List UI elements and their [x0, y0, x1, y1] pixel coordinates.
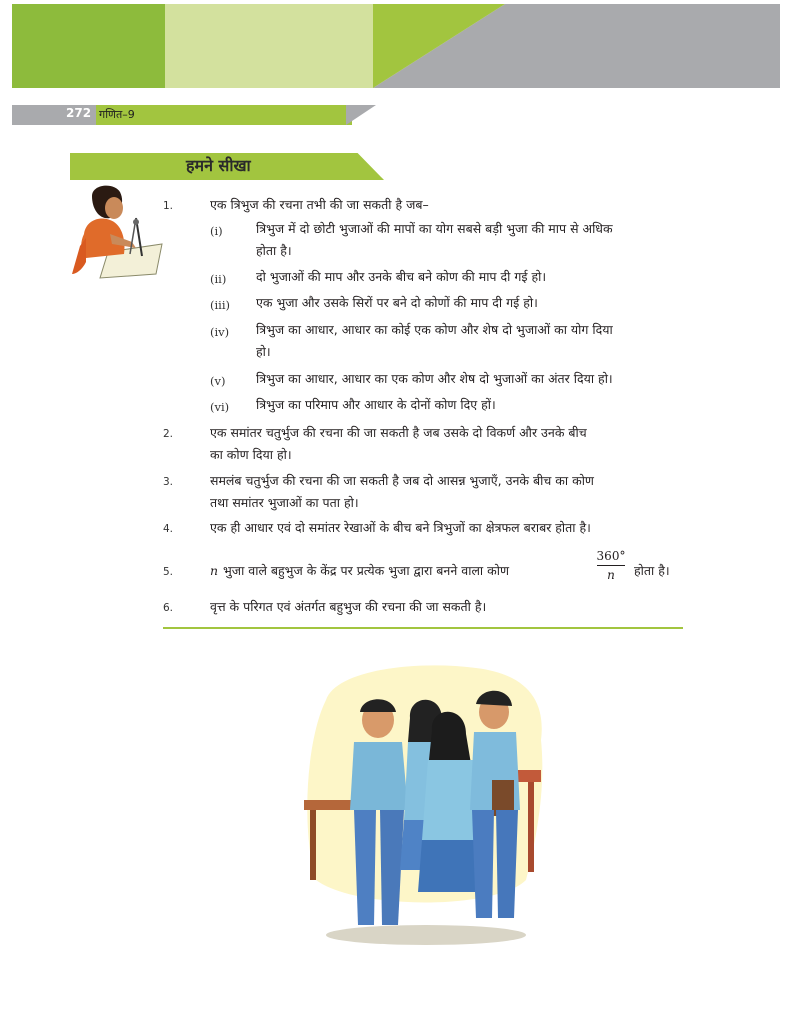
- banner-green-triangle: [373, 4, 505, 88]
- item-text: समलंब चतुर्भुज की रचना की जा सकती है जब दो आसन्न भुजाएँ, उनके बीच का कोण: [210, 473, 594, 488]
- variable-n: n: [210, 563, 219, 578]
- item-text-cont: तथा समांतर भुजाओं का पता हो।: [210, 495, 359, 510]
- subitem-label: (iii): [210, 298, 231, 312]
- item-text: वृत्त के परिगत एवं अंतर्गत बहुभुज की रचना की जा सकती है।: [210, 599, 487, 614]
- item-text: एक ही आधार एवं दो समांतर रेखाओं के बीच बने त्रिभुजों का क्षेत्रफल बराबर होता है।: [210, 520, 591, 535]
- item-number: 5.: [163, 566, 174, 578]
- page-number: 272: [66, 106, 92, 120]
- girl-drawing-illustration: [70, 182, 165, 282]
- item-text-end: होता है।: [634, 563, 670, 578]
- subitem-label: (ii): [210, 272, 227, 286]
- subitem-text-cont: हो।: [256, 344, 271, 359]
- subitem-text: दो भुजाओं की माप और उनके बीच बने कोण की माप दी गई हो।: [256, 269, 547, 284]
- subitem-text: त्रिभुज का आधार, आधार का कोई एक कोण और शेष दो भुजाओं का योग दिया: [256, 322, 613, 337]
- banner-dark-green: [12, 4, 165, 88]
- subitem-text: त्रिभुज में दो छोटी भुजाओं की मापों का योग सबसे बड़ी भुजा की माप से अधिक: [256, 221, 613, 236]
- subitem-text: एक भुजा और उसके सिरों पर बने दो कोणों की माप दी गई हो।: [256, 295, 538, 310]
- fraction-denominator: n: [607, 568, 615, 582]
- subitem-text: त्रिभुज का आधार, आधार का एक कोण और शेष दो भुजाओं का अंतर दिया हो।: [256, 371, 613, 386]
- item-number: 6.: [163, 602, 174, 614]
- section-title: हमने सीखा: [186, 156, 251, 175]
- header-triangle: [346, 105, 376, 125]
- fraction-360-over-n: [594, 549, 628, 582]
- subitem-text: त्रिभुज का परिमाप और आधार के दोनों कोण दिए हों।: [256, 397, 496, 412]
- section-banner-left: [70, 153, 168, 180]
- subitem-label: (i): [210, 224, 223, 238]
- item-text: भुजा वाले बहुभुज के केंद्र पर प्रत्येक भुजा द्वारा बनने वाला कोण: [223, 563, 510, 578]
- item-text-cont: का कोण दिया हो।: [210, 447, 292, 462]
- item-number: 1.: [163, 200, 174, 212]
- banner-light-green: [165, 4, 373, 88]
- subitem-label: (iv): [210, 325, 230, 339]
- book-title: गणित–9: [99, 108, 135, 121]
- subitem-label: (vi): [210, 400, 230, 414]
- item-text: एक त्रिभुज की रचना तभी की जा सकती है जब–: [210, 197, 429, 212]
- item-text: एक समांतर चतुर्भुज की रचना की जा सकती है जब उसके दो विकर्ण और उनके बीच: [210, 425, 587, 440]
- subitem-text-cont: होता है।: [256, 243, 292, 258]
- fraction-numerator: 360°: [596, 549, 626, 563]
- section-divider: [163, 627, 683, 629]
- fraction-line: [597, 565, 625, 566]
- item-number: 3.: [163, 476, 174, 488]
- subitem-label: (v): [210, 374, 226, 388]
- item-number: 2.: [163, 428, 174, 440]
- item-number: 4.: [163, 523, 174, 535]
- students-group-illustration: [296, 660, 556, 950]
